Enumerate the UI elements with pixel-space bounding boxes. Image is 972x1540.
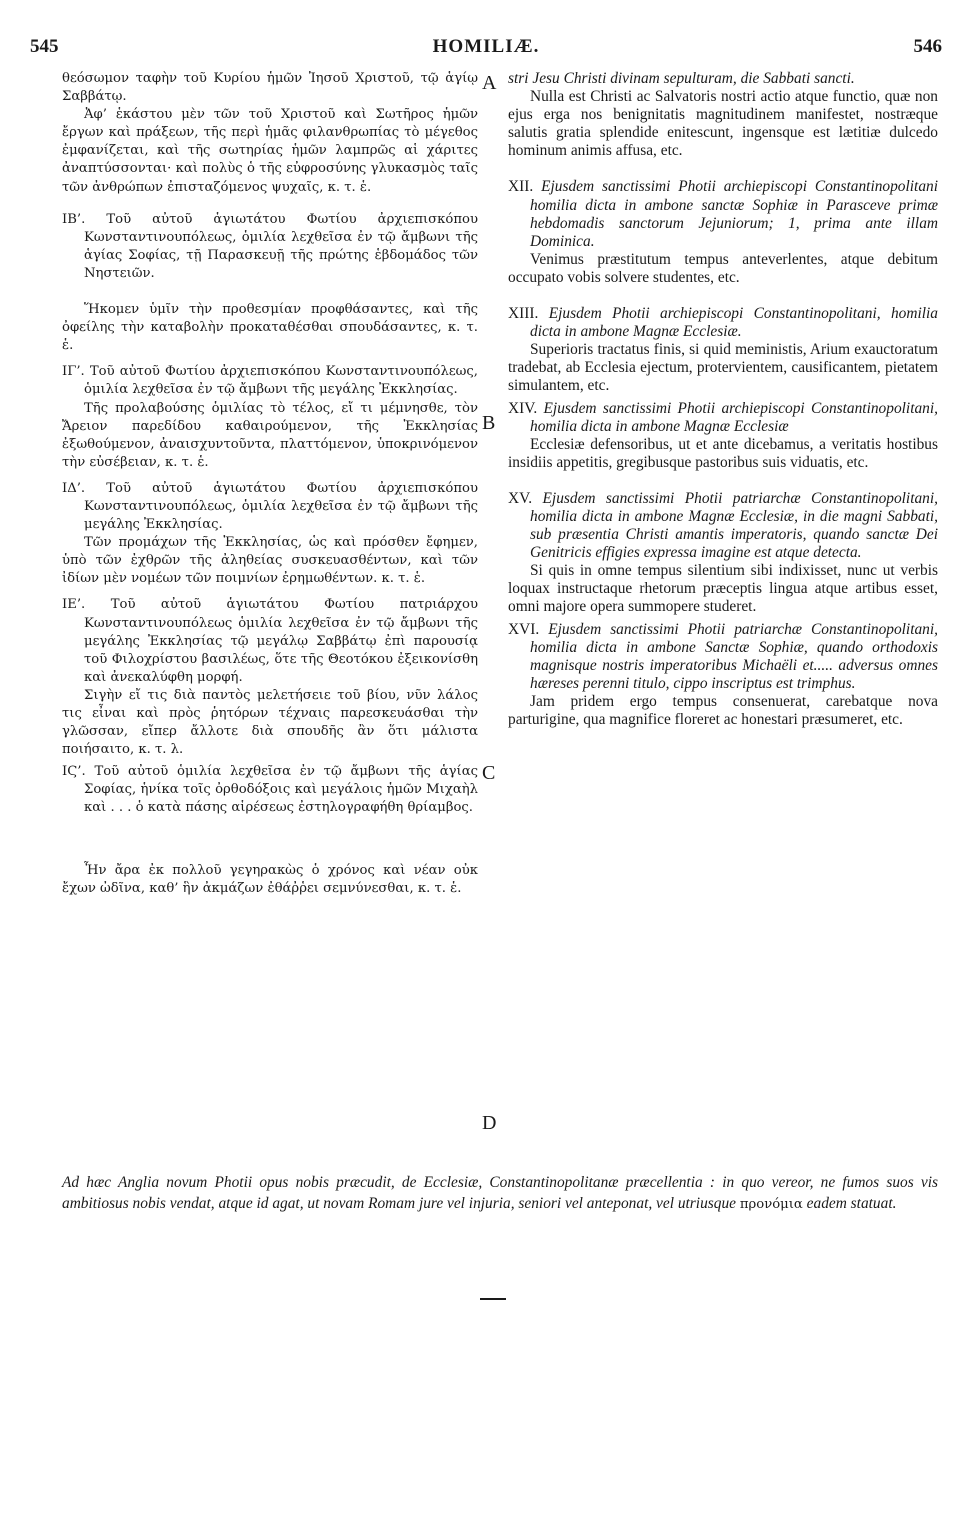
heading-text: Τοῦ αὐτοῦ ὁμιλία λεχθεῖσα ἐν τῷ ἄμβωνι τῆς ἁγίας Σοφίας, ἡνίκα τοῖς ὀρθοδόξοις καὶ μεγάλοις ἡμῶν Μιχαὴλ καὶ . . . ὁ κατὰ πάσης αἱρέσεως ἐστηλογραφήθη θρίαμβος. [84,764,478,816]
end-rule [480,1298,506,1300]
latin-heading-15 [508,490,938,562]
closing-note-greek: προνόμια [739,1197,803,1213]
greek-column [62,70,478,898]
heading-text: Ejusdem sanctissimi Photii archiepiscopi Constantinopolitani homilia dicta in ambone sanctæ Sophiæ in Parasceve primæ hebdomadis sanctorum Jejuniorum; 1, prima ante illam Dominica. [530,178,938,250]
page-number-right: 546 [913,36,942,57]
heading-number: ΙϚ’. [62,764,86,780]
heading-text: Τοῦ αὐτοῦ ἁγιωτάτου Φωτίου ἀρχιεπισκόπου Κωνσταντινουπόλεως, ὁμιλία λεχθεῖσα ἐν τῷ ἄμβωνι τῆς μεγάλης Ἐκκλησίας. [84,480,478,533]
greek-paragraph: Ἦν ἄρα ἐκ πολλοῦ γεγηρακὼς ὁ χρόνος καὶ νέαν οὐκ ἔχων ὠδῖνα, καθ’ ἣν ἀκμάζων ἐθάῤῥει σεμνύνεσθαι, κ. τ. ἑ. [62,862,478,896]
heading-text: Ejusdem Photii archiepiscopi Constantinopolitani, homilia dicta in ambone Magnæ Ecclesiæ. [530,305,938,341]
greek-heading-14 [62,480,478,534]
greek-paragraph: θεόσωμον ταφὴν τοῦ Κυρίου ἡμῶν Ἰησοῦ Χριστοῦ, τῷ ἁγίῳ Σαββάτῳ. [62,71,478,105]
heading-number: XV. [508,489,533,507]
latin-paragraph: Ecclesiæ defensoribus, ut et ante dicebamus, a veritatis hostibus insidiis appetitis, gregibusque pastoribus suis viduatis, etc. [508,435,938,471]
heading-number: XIV. [508,399,538,417]
heading-text: Τοῦ αὐτοῦ Φωτίου ἀρχιεπισκόπου Κωνσταντινουπόλεως, ὁμιλία λεχθεῖσα ἐν τῷ ἄμβωνι τῆς μεγάλης Ἐκκλησίας. [84,364,478,398]
latin-paragraph: Si quis in omne tempus silentium sibi indixisset, nunc ut verbis loquax instructaque rhetorum præceptis lingua atque artibus esset, omni majore opera summopere studeret. [508,562,938,616]
running-header [30,36,942,60]
latin-paragraph: stri Jesu Christi divinam sepulturam, die Sabbati sancti. [508,70,855,87]
margin-marker-b: B [482,412,496,434]
closing-note-end: eadem statuat. [806,1195,897,1213]
greek-paragraph: Ἥκομεν ὑμῖν τὴν προθεσμίαν προφθάσαντες, καὶ τῆς ὀφείλης τὴν καταβολὴν προκαταθέσθαι σπουδάσαντες, κ. τ. ἑ. [62,302,478,354]
margin-marker-d: D [482,1112,497,1134]
closing-note [62,1172,938,1215]
heading-text: Ejusdem sanctissimi Photii patriarchæ Constantinopolitani, homilia dicta in ambone Sanctæ Sophiæ, quando orthodoxis magnisque nostris imperatoribus Michaëli et..... adversus omnes hæreses perenni titulo, cippo inscriptus est trimphus. [530,620,939,692]
heading-number: XVI. [508,620,540,638]
heading-number: ΙΒ’. [62,211,86,227]
heading-number: XIII. [508,305,539,323]
latin-paragraph: Nulla est Christi ac Salvatoris nostri actio atque functio, quæ non ejus erga nos benignitatis magnitudinem manifestet, nostræque salutis gratia splendide enitescunt, ingensque est lætitiæ dulcedo hominum animis affusa, etc. [508,88,938,160]
latin-heading-14 [508,400,938,436]
latin-paragraph: Superioris tractatus finis, si quid meministis, Arium exauctoratum tradebat, ab Ecclesia ejectum, protervientem, causificantem, pietatem simulantem, etc. [508,341,938,395]
heading-number: ΙΕ’. [62,597,86,613]
heading-text: Τοῦ αὐτοῦ ἁγιωτάτου Φωτίου ἀρχιεπισκόπου Κωνσταντινουπόλεως, ὁμιλία λεχθεῖσα ἐν τῷ ἄμβωνι τῆς ἁγίας Σοφίας, τῇ Παρασκευῇ τῆς πρώτης ἑβδομάδος τῶν Νηστειῶν. [84,211,478,281]
margin-marker-c: C [482,762,496,784]
latin-paragraph: Venimus præstitutum tempus anteverlentes, atque debitum occupato vobis solvere studentes, etc. [508,250,938,286]
greek-heading-15 [62,596,478,686]
greek-paragraph: Τῆς προλαβούσης ὁμιλίας τὸ τέλος, εἴ τι μέμνησθε, τὸν Ἄρειον παρεδίδου καθαιρούμενον, τῆς Ἐκκλησίας ἐξωθούμενον, ἀναισχυντοῦντα, πλαττόμενον, ὑποκρινόμενον τὴν εὐσέβειαν, κ. τ. ἑ. [62,400,478,470]
latin-paragraph: Jam pridem ergo tempus consenuerat, carebatque nova parturigine, qua magnifice floreret ac honestari præsumeret, etc. [508,692,938,728]
greek-heading-16 [62,763,478,817]
running-title: HOMILIÆ. [432,36,540,57]
heading-number: XII. [508,178,534,196]
greek-paragraph: Ἀφ’ ἑκάστου μὲν τῶν τοῦ Χριστοῦ καὶ Σωτῆρος ἡμῶν ἔργων καὶ πράξεων, τῆς περὶ ἡμᾶς φιλανθρωπίας τὸ μέγεθος ἐμφανίζεται, καὶ τῆς σωτηρίας ἡμῶν λαμπρῶς αἱ χάριτες ἀναπτύσσονται· καὶ πολὺς ὁ τῆς εὐφροσύνης γλυκασμὸς ταῖς τῶν ἀνθρώπων ἐπισταζόμενος ψυχαῖς, κ. τ. ἑ. [62,107,478,195]
heading-text: Ejusdem sanctissimi Photii archiepiscopi Constantinopolitani, homilia dicta in ambone Magnæ Ecclesiæ [530,399,938,435]
latin-column [508,70,938,729]
latin-heading-12 [508,178,938,250]
greek-paragraph: Τῶν προμάχων τῆς Ἐκκλησίας, ὡς καὶ πρόσθεν ἔφημεν, ὑπὸ τῶν ἐχθρῶν τῆς ἀληθείας συσκευασθέντων, καὶ τῶν ἰδίων μὲν νομέων τῶν ποιμνίων ἐρημωθέντων. κ. τ. ἑ. [62,535,478,587]
greek-heading-12 [62,211,478,283]
heading-text: Ejusdem sanctissimi Photii patriarchæ Constantinopolitani, homilia dicta in ambone Magnæ Ecclesiæ, in die magni Sabbati, sub præsentia Christi amantis imperatoris, quando sanctæ Dei Genitricis effigies expressa imagine est atque detecta. [530,489,939,562]
greek-heading-13 [62,363,478,399]
closing-note-latin: Ad hæc Anglia novum Photii opus nobis præcudit, de Ecclesiæ, Constantinopolitanæ præcellentia : in quo vereor, ne fumos suos vis ambitiosus nobis vendat, atque id agat, ut novam Romam jure vel injuria, seniori vel anteponat, vel utriusque [62,1174,938,1213]
latin-heading-13 [508,305,938,341]
latin-heading-16 [508,621,938,693]
page-number-left: 545 [30,36,59,57]
heading-text: Τοῦ αὐτοῦ ἁγιωτάτου Φωτίου πατριάρχου Κωνσταντινουπόλεως ὁμιλία λεχθεῖσα ἐν τῷ ἄμβωνι τῆς μεγάλης Ἐκκλησίας τῷ μεγάλῳ Σαββάτῳ ἐπὶ παρουσίᾳ τοῦ Φιλοχρίστου βασιλέως, ὅτε τῆς Θεοτόκου ἐξεικονίσθη καὶ ἀνεκαλύφθη μορφή. [84,597,478,685]
greek-paragraph: Σιγὴν εἴ τις διὰ παντὸς μελετήσειε τοῦ βίου, νῦν λάλος τις εἶναι καὶ πρὸς ῥητόρων τέχναις παρεσκευάσθαι τὴν γλῶσσαν, εἴπερ ἄλλοτε διὰ σπουδῆς ἂν ὅτι μάλιστα ποιήσαιτο, κ. τ. λ. [62,687,478,758]
margin-marker-a: A [482,72,497,94]
heading-number: ΙΔ’. [62,480,86,496]
heading-number: ΙΓ’. [62,364,85,380]
